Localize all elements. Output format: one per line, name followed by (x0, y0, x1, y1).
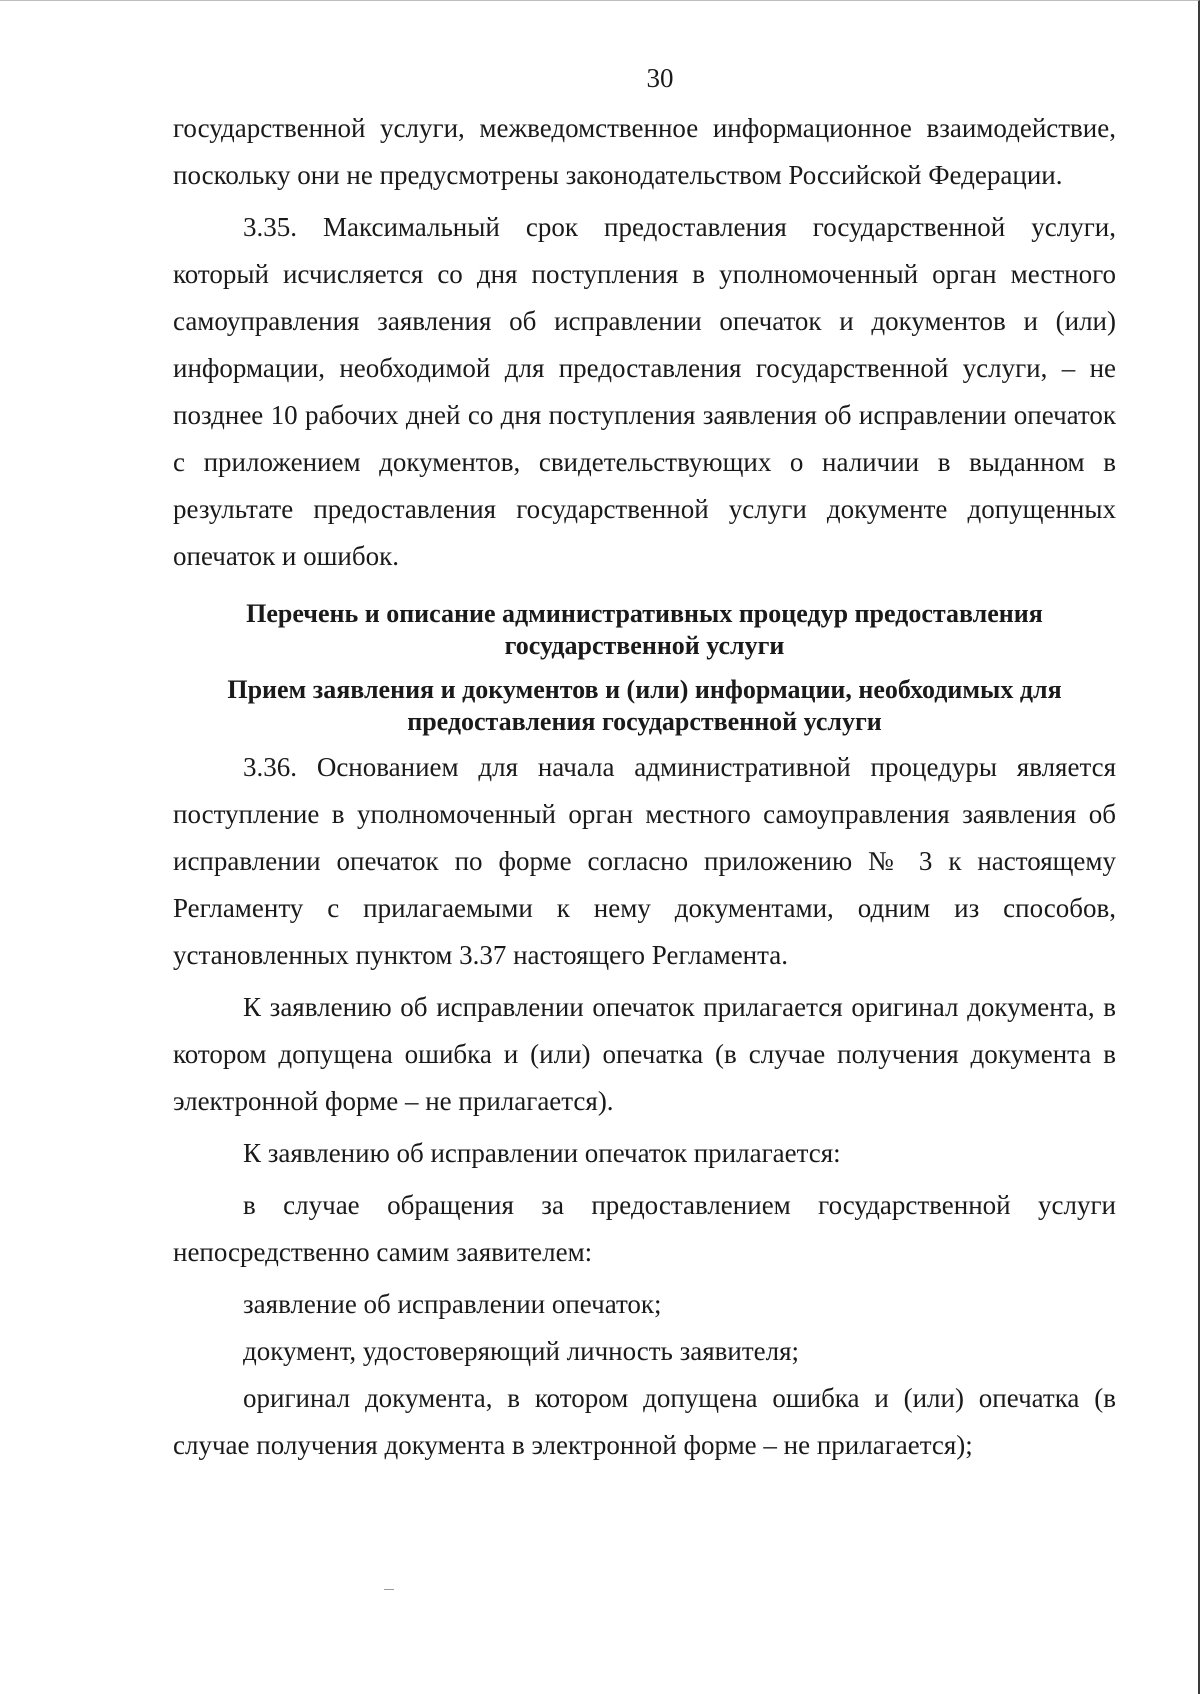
paragraph-3-35: 3.35. Максимальный срок предоставления государственной услуги, который исчисляется со дня поступления в уполномоченный орган местного самоуправления заявления об исправлении опечаток и документов и (или) информации, необходимой для предоставления государственной услуги, – не позднее 10 рабочих дней со дня поступления заявления об исправлении опечаток с приложением документов, свидетельствующих о наличии в выданном в результате предоставления государственной услуги документе допущенных опечаток и ошибок. (173, 212, 1116, 571)
list-item-identity: документ, удостоверяющий личность заявителя; (243, 1336, 800, 1366)
page-number: 30 (646, 63, 674, 93)
paragraph-case-direct: в случае обращения за предоставлением государственной услуги непосредственно самим заявителем: (173, 1190, 1116, 1267)
subsection-heading: Прием заявления и документов и (или) информации, необходимых для предоставления государственной услуги (227, 675, 1062, 736)
paragraph-intro-continuation: государственной услуги, межведомственное информационное взаимодействие, поскольку они не предусмотрены законодательством Российской Федерации. (173, 113, 1116, 190)
paragraph-3-36: 3.36. Основанием для начала административной процедуры является поступление в уполномоченный орган местного самоуправления заявления об исправлении опечаток по форме согласно приложению № 3 к настоящему Регламенту с прилагаемыми к нему документами, одним из способов, установленных пунктом 3.37 настоящего Регламента. (173, 752, 1116, 970)
scan-mark (384, 1589, 394, 1590)
section-heading: Перечень и описание административных процедур предоставления государственной услуги (246, 599, 1043, 660)
document-body (173, 105, 1116, 1469)
paragraph-attached-list-intro: К заявлению об исправлении опечаток прилагается: (243, 1138, 841, 1168)
list-item-application: заявление об исправлении опечаток; (243, 1289, 662, 1319)
list-item-original-document: оригинал документа, в котором допущена ошибка и (или) опечатка (в случае получения документа в электронной форме – не прилагается); (173, 1383, 1116, 1460)
paragraph-original-attached: К заявлению об исправлении опечаток прилагается оригинал документа, в котором допущена ошибка и (или) опечатка (в случае получения документа в электронной форме – не прилагается). (173, 992, 1116, 1116)
